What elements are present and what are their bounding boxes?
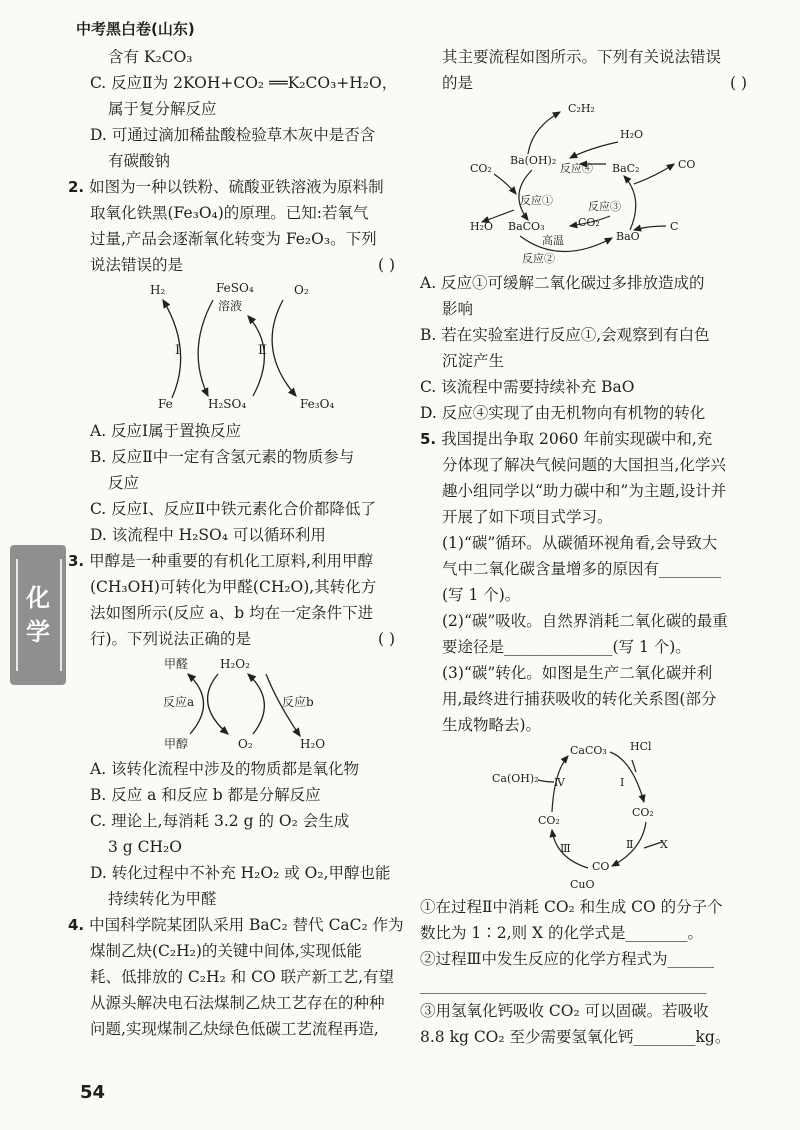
question-number: 5. bbox=[420, 430, 437, 448]
q1-option-d: D. 可通过滴加稀盐酸检验草木灰中是否含 bbox=[90, 126, 376, 144]
q5-part1: (1)“碳”循环。从碳循环视角看,会导致大 bbox=[442, 534, 718, 552]
q5-sub1-cont: 数比为 1∶2,则 X 的化学式是________。 bbox=[420, 924, 703, 942]
q3-stem-text: 法如图所示(反应 a、b 均在一定条件下进 bbox=[90, 604, 374, 622]
q2-stem-text-last bbox=[68, 252, 403, 278]
question-number: 3. bbox=[68, 552, 85, 570]
q3-stem-text-last bbox=[68, 626, 403, 652]
diag-process-2: Ⅱ bbox=[626, 838, 634, 851]
diag-hcl: HCl bbox=[630, 740, 652, 753]
q4-option-a-cont: 影响 bbox=[442, 300, 474, 318]
side-tab-text bbox=[23, 581, 53, 649]
q3-option-a: A. 该转化流程中涉及的物质都是氧化物 bbox=[90, 760, 360, 778]
q4-line bbox=[68, 912, 403, 938]
diag-co2-left: CO₂ bbox=[538, 814, 560, 827]
q2-diagram bbox=[68, 280, 403, 416]
diag-methanol: 甲醇 bbox=[164, 737, 189, 751]
q2-option-d: D. 该流程中 H₂SO₄ 可以循环利用 bbox=[90, 526, 326, 544]
diag-h2o: H₂O bbox=[300, 737, 326, 751]
diag-process-4: Ⅳ bbox=[554, 776, 565, 789]
diag-fe3o4: Fe₃O₄ bbox=[300, 397, 335, 411]
left-column bbox=[68, 44, 403, 1042]
page-header: 中考黑白卷(山东) bbox=[76, 20, 195, 38]
q4-diagram bbox=[420, 98, 755, 268]
diag-feso4: FeSO₄ bbox=[216, 281, 254, 295]
q4-option-a: A. 反应①可缓解二氧化碳过多排放造成的 bbox=[420, 274, 705, 292]
q3-option-d-cont: 持续转化为甲醛 bbox=[108, 890, 217, 908]
diag-bao: BaO bbox=[616, 230, 640, 243]
diag-c: C bbox=[670, 220, 679, 233]
diag-process-3: Ⅲ bbox=[560, 842, 571, 855]
diag-x: X bbox=[660, 838, 668, 851]
q3-line bbox=[68, 548, 403, 574]
q5-sub2-blank: _____________________________________ bbox=[420, 976, 707, 994]
q5-diagram bbox=[420, 740, 755, 892]
diag-cuo: CuO bbox=[570, 878, 595, 891]
q3-diagram-svg bbox=[68, 654, 403, 754]
q2-line bbox=[68, 174, 403, 200]
q2-option-b: B. 反应Ⅱ中一定有含氢元素的物质参与 bbox=[90, 448, 355, 466]
diag-h2o-left: H₂O bbox=[470, 220, 494, 233]
q3-stem-text: (CH₃OH)可转化为甲醛(CH₂O),其转化方 bbox=[90, 578, 377, 596]
q4-stem-text: 问题,实现煤制乙炔绿色低碳工艺流程再造, bbox=[90, 1020, 379, 1038]
diag-reaction-4: 反应④ bbox=[560, 162, 593, 175]
diag-bac2: BaC₂ bbox=[612, 162, 640, 175]
q3-stem-text: 甲醇是一种重要的有机化工原料,利用甲醇 bbox=[89, 552, 374, 570]
q2-stem-text: 取氧化铁黑(Fe₃O₄)的原理。已知:若氧气 bbox=[90, 204, 369, 222]
right-column bbox=[420, 44, 755, 1050]
diag-h2: H₂ bbox=[150, 283, 166, 297]
q5-diagram-svg bbox=[420, 740, 755, 892]
diag-formaldehyde: 甲醛 bbox=[164, 657, 189, 671]
q4-stem-text: 煤制乙炔(C₂H₂)的关键中间体,实现低能 bbox=[90, 942, 362, 960]
question-number: 2. bbox=[68, 178, 85, 196]
q5-sub3-cont: 8.8 kg CO₂ 至少需要氢氧化钙________kg。 bbox=[420, 1028, 731, 1046]
diag-process-1: Ⅰ bbox=[620, 776, 625, 789]
diag-baoh2: Ba(OH)₂ bbox=[510, 154, 557, 167]
q4-stem-text: 从源头解决电石法煤制乙炔工艺存在的种种 bbox=[90, 994, 385, 1012]
diag-reaction-2: 反应② bbox=[522, 252, 555, 265]
q3-stem-text: 行)。下列说法正确的是 bbox=[90, 630, 252, 648]
diag-caco3: CaCO₃ bbox=[570, 744, 607, 757]
q2-stem-text: 过量,产品会逐渐氧化转变为 Fe₂O₃。下列 bbox=[90, 230, 377, 248]
diag-solution: 溶液 bbox=[218, 299, 243, 313]
q2-stem-text: 说法错误的是 bbox=[90, 256, 184, 274]
q3-option-b: B. 反应 a 和反应 b 都是分解反应 bbox=[90, 786, 321, 804]
diag-co2-right: CO₂ bbox=[632, 806, 654, 819]
q4-stem-cont: 其主要流程如图所示。下列有关说法错误 bbox=[442, 48, 722, 66]
q5-part2-cont: 要途径是______________(写 1 个)。 bbox=[442, 638, 691, 656]
diag-c2h2: C₂H₂ bbox=[568, 102, 595, 115]
q5-part3-cont: 用,最终进行捕获吸收的转化关系图(部分 bbox=[442, 690, 717, 708]
q5-stem-text: 分体现了解决气候问题的大国担当,化学兴 bbox=[442, 456, 726, 474]
diag-reaction-1: Ⅰ bbox=[175, 343, 181, 358]
q5-line bbox=[420, 426, 755, 452]
answer-paren: ( ) bbox=[729, 74, 747, 92]
diag-co2-left: CO₂ bbox=[470, 162, 492, 175]
diag-o2: O₂ bbox=[238, 737, 253, 751]
q2-option-b-cont: 反应 bbox=[108, 474, 140, 492]
diag-reaction-2: Ⅱ bbox=[258, 343, 267, 358]
q1-tail-line: 含有 K₂CO₃ bbox=[108, 48, 193, 66]
side-tab-char: 学 bbox=[26, 618, 50, 646]
q4-stem-text: 的是 bbox=[442, 74, 474, 92]
q3-option-c: C. 理论上,每消耗 3.2 g 的 O₂ 会生成 bbox=[90, 812, 350, 830]
q4-option-b: B. 若在实验室进行反应①,会观察到有白色 bbox=[420, 326, 710, 344]
diag-high-temp: 高温 bbox=[542, 234, 564, 247]
diag-h2o2: H₂O₂ bbox=[220, 657, 250, 671]
diag-o2: O₂ bbox=[294, 283, 309, 297]
question-number: 4. bbox=[68, 916, 85, 934]
q1-option-c-cont: 属于复分解反应 bbox=[108, 100, 217, 118]
q3-diagram bbox=[68, 654, 403, 754]
diag-h2so4: H₂SO₄ bbox=[208, 397, 247, 411]
q1-option-d-cont: 有碳酸钠 bbox=[108, 152, 171, 170]
q3-option-d: D. 转化过程中不补充 H₂O₂ 或 O₂,甲醇也能 bbox=[90, 864, 391, 882]
q4-stem-cont-last bbox=[420, 70, 755, 96]
q5-stem-text: 开展了如下项目式学习。 bbox=[442, 508, 613, 526]
page-number: 54 bbox=[80, 1082, 106, 1103]
q1-option-c: C. 反应Ⅱ为 2KOH+CO₂ ══K₂CO₃+H₂O， bbox=[90, 74, 398, 92]
q5-part3: (3)“碳”转化。如图是生产二氧化碳并利 bbox=[442, 664, 713, 682]
q4-option-c: C. 该流程中需要持续补充 BaO bbox=[420, 378, 635, 396]
diag-h2o-top: H₂O bbox=[620, 128, 644, 141]
q3-option-c-cont: 3 g CH₂O bbox=[108, 838, 182, 856]
q2-option-a: A. 反应Ⅰ属于置换反应 bbox=[90, 422, 242, 440]
subject-side-tab bbox=[10, 545, 66, 685]
diag-caoh2: Ca(OH)₂ bbox=[492, 772, 539, 785]
q5-part3-cont: 生成物略去)。 bbox=[442, 716, 542, 734]
q4-diagram-svg bbox=[420, 98, 755, 268]
q5-part1-cont: 气中二氧化碳含量增多的原因有________ bbox=[442, 560, 722, 578]
q5-sub2: ②过程Ⅲ中发生反应的化学方程式为______ bbox=[420, 950, 714, 968]
q5-part1-cont: (写 1 个)。 bbox=[442, 586, 521, 604]
q5-stem-text: 我国提出争取 2060 年前实现碳中和,充 bbox=[441, 430, 713, 448]
diag-co: CO bbox=[678, 158, 696, 171]
diag-reaction-b: 反应b bbox=[282, 695, 314, 709]
diag-reaction-a: 反应a bbox=[163, 695, 195, 709]
q4-stem-text: 中国科学院某团队采用 BaC₂ 替代 CaC₂ 作为 bbox=[89, 916, 404, 934]
q4-option-b-cont: 沉淀产生 bbox=[442, 352, 505, 370]
q4-stem-text: 耗、低排放的 C₂H₂ 和 CO 联产新工艺,有望 bbox=[90, 968, 395, 986]
q2-option-c: C. 反应Ⅰ、反应Ⅱ中铁元素化合价都降低了 bbox=[90, 500, 376, 518]
diag-reaction-3: 反应③ bbox=[588, 200, 621, 213]
q2-diagram-svg bbox=[68, 280, 403, 416]
q5-sub1: ①在过程Ⅱ中消耗 CO₂ 和生成 CO 的分子个 bbox=[420, 898, 723, 916]
answer-paren: ( ) bbox=[377, 630, 395, 648]
side-tab-char: 化 bbox=[26, 584, 50, 612]
answer-paren: ( ) bbox=[377, 256, 395, 274]
diag-co2-mid: CO₂ bbox=[578, 216, 600, 229]
q4-option-d: D. 反应④实现了由无机物向有机物的转化 bbox=[420, 404, 706, 422]
diag-fe: Fe bbox=[158, 397, 173, 411]
diag-co: CO bbox=[592, 860, 610, 873]
diag-reaction-1: 反应① bbox=[520, 194, 553, 207]
diag-baco3: BaCO₃ bbox=[508, 220, 545, 233]
q5-part2: (2)“碳”吸收。自然界消耗二氧化碳的最重 bbox=[442, 612, 728, 630]
q2-stem-text: 如图为一种以铁粉、硫酸亚铁溶液为原料制 bbox=[89, 178, 384, 196]
q5-sub3: ③用氢氧化钙吸收 CO₂ 可以固碳。若吸收 bbox=[420, 1002, 709, 1020]
q5-stem-text: 趣小组同学以“助力碳中和”为主题,设计并 bbox=[442, 482, 727, 500]
